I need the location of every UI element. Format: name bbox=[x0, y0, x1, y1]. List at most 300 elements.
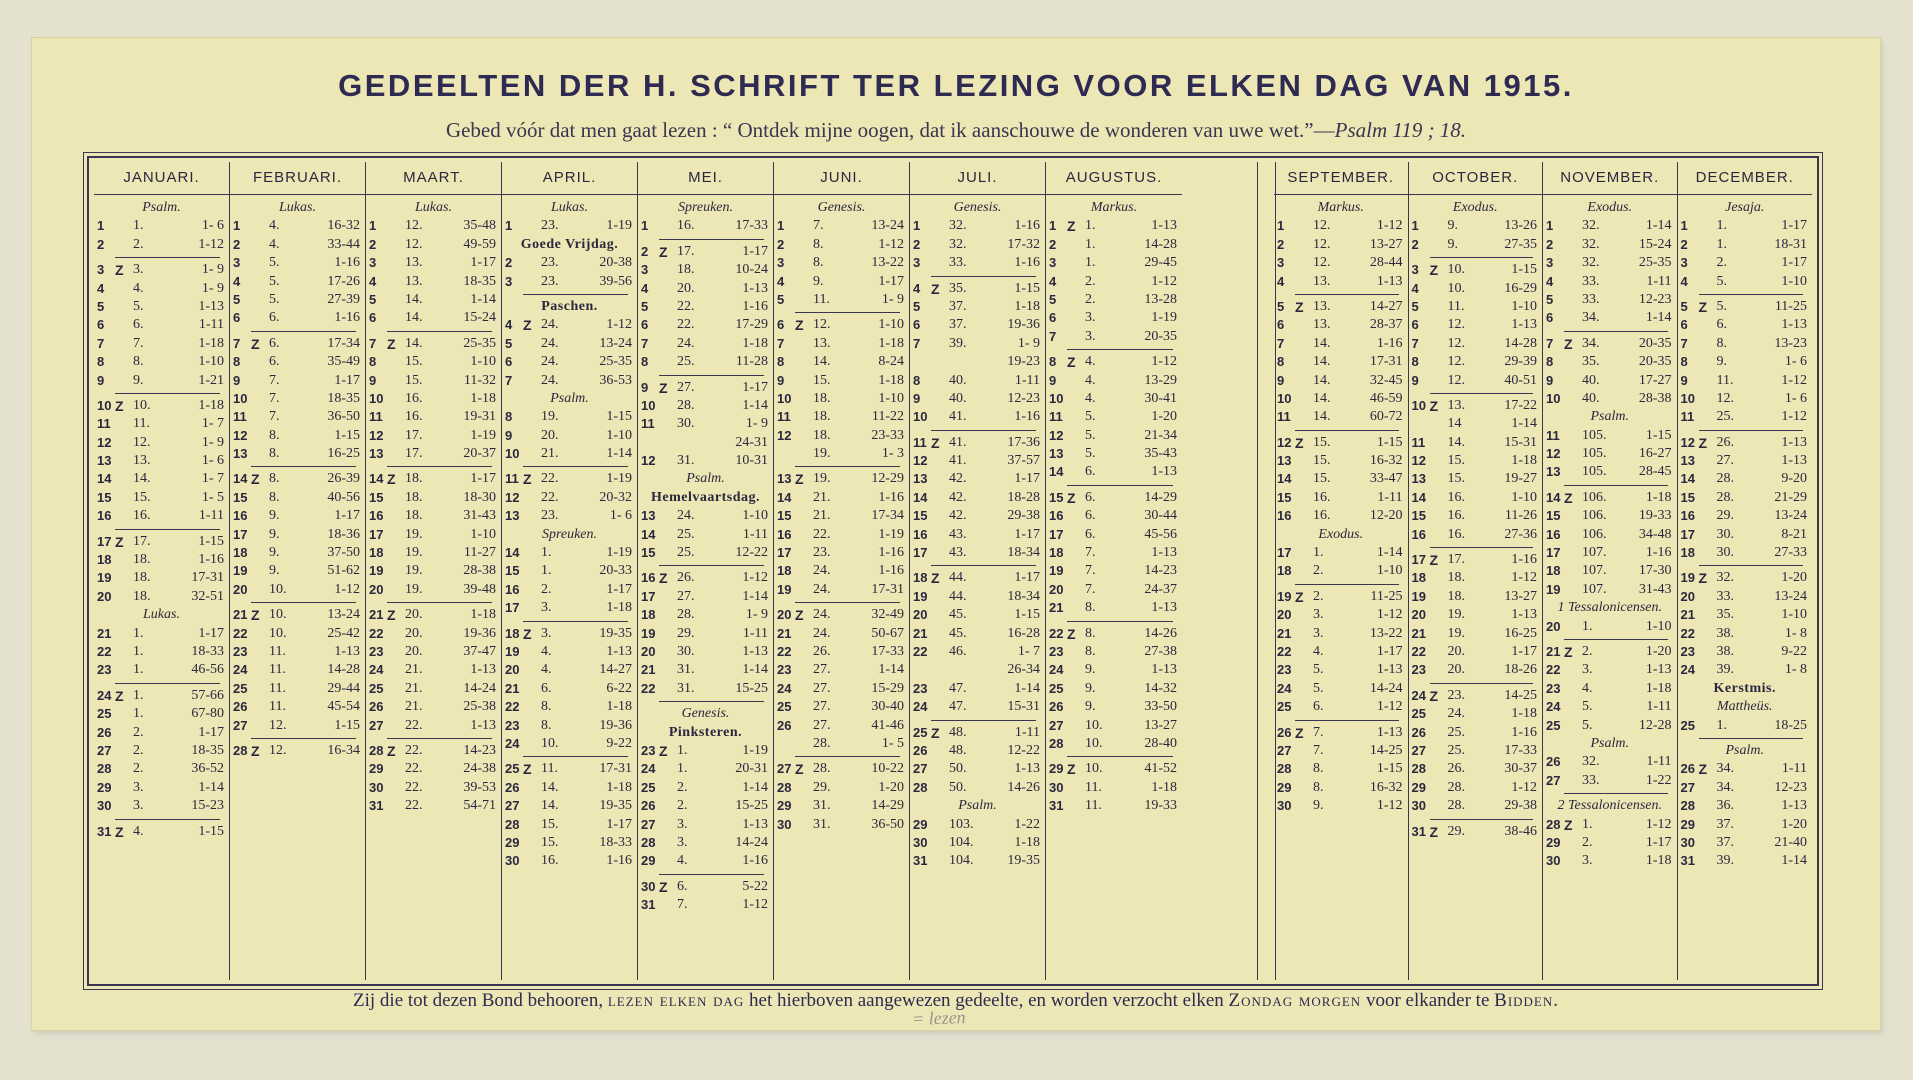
chapter-number: 15. bbox=[1313, 453, 1331, 469]
day-number: 25 bbox=[97, 706, 112, 722]
verse-range: 13-27 bbox=[1144, 717, 1177, 733]
reading-row bbox=[505, 273, 634, 291]
sunday-marker bbox=[659, 353, 677, 371]
chapter-number: 4. bbox=[269, 236, 280, 252]
verse-range: 1-12 bbox=[606, 317, 632, 333]
day-number: 24 bbox=[233, 662, 248, 678]
reading-row bbox=[1412, 760, 1540, 778]
chapter-number: 19. bbox=[813, 471, 831, 487]
reading-row bbox=[505, 680, 634, 698]
feast-day-label: Paschen. bbox=[541, 298, 598, 314]
day-number: 14 bbox=[1277, 471, 1292, 487]
day-number: 16 bbox=[1546, 526, 1561, 542]
week-separator bbox=[115, 257, 220, 258]
chapter-number: 17. bbox=[1447, 552, 1465, 568]
verse-range: 39-56 bbox=[599, 273, 632, 289]
footer-part: Zij die tot dezen Bond behooren, bbox=[353, 990, 608, 1011]
day-number: 7 bbox=[1277, 335, 1285, 351]
reading-row bbox=[1412, 372, 1540, 390]
reading-row bbox=[641, 434, 770, 452]
day-number bbox=[641, 434, 659, 452]
verse-range: 12-23 bbox=[1638, 291, 1672, 307]
chapter-number: 14. bbox=[1313, 354, 1331, 370]
verse-range: 1-18 bbox=[1014, 834, 1040, 850]
sunday-marker bbox=[1699, 797, 1717, 815]
chapter-number: 35. bbox=[1716, 607, 1734, 623]
chapter-number: 9. bbox=[813, 273, 824, 289]
sunday-marker: Z bbox=[1295, 434, 1304, 451]
verse-range: 35-49 bbox=[327, 354, 360, 370]
day-number: 18 bbox=[913, 570, 928, 586]
verse-range: 1-10 bbox=[470, 526, 496, 542]
day-number: 3 bbox=[1049, 255, 1057, 271]
page-title: GEDEELTEN DER H. SCHRIFT TER LEZING VOOR ELKEN DAG VAN 1915. bbox=[338, 68, 1574, 103]
day-number: 1 bbox=[913, 218, 921, 234]
reading-row bbox=[369, 779, 498, 797]
verse-range: 18-34 bbox=[1007, 545, 1040, 561]
chapter-number: 3. bbox=[1085, 328, 1096, 344]
day-number: 6 bbox=[97, 317, 105, 333]
chapter-number: 32. bbox=[1582, 218, 1600, 234]
day-number: 11 bbox=[777, 409, 791, 425]
chapter-number: 6. bbox=[541, 680, 552, 696]
chapter-number: 16. bbox=[1313, 508, 1331, 524]
chapter-number: 12. bbox=[1313, 255, 1331, 271]
chapter-number: 37. bbox=[949, 298, 967, 314]
chapter-number: 15. bbox=[541, 834, 559, 850]
book-heading: Psalm. bbox=[1725, 742, 1764, 758]
sunday-marker bbox=[1564, 236, 1582, 254]
sunday-marker bbox=[251, 717, 269, 735]
chapter-number: 22. bbox=[405, 779, 423, 795]
reading-row bbox=[1546, 335, 1674, 353]
sunday-marker bbox=[1699, 588, 1717, 606]
sunday-marker bbox=[387, 507, 405, 525]
sunday-marker bbox=[1564, 544, 1582, 562]
sunday-marker bbox=[251, 408, 269, 426]
reading-row bbox=[369, 661, 498, 679]
chapter-number: 11. bbox=[813, 291, 830, 307]
reading-row bbox=[1412, 606, 1540, 624]
reading-row bbox=[777, 335, 906, 353]
reading-row bbox=[369, 526, 498, 544]
chapter-number: 16. bbox=[133, 508, 151, 524]
sunday-marker bbox=[1430, 280, 1448, 298]
day-number: 18 bbox=[369, 545, 384, 561]
chapter-number: 15. bbox=[541, 816, 559, 832]
chapter-number: 1. bbox=[1085, 236, 1096, 252]
day-number: 21 bbox=[97, 625, 112, 641]
chapter-number: 20. bbox=[405, 607, 423, 623]
sunday-marker bbox=[115, 742, 133, 760]
sunday-marker bbox=[659, 797, 677, 815]
verse-range: 1-14 bbox=[198, 779, 224, 795]
day-number: 19 bbox=[1049, 563, 1064, 579]
reading-row bbox=[1049, 717, 1179, 735]
reading-row bbox=[233, 390, 362, 408]
chapter-number: 5. bbox=[1716, 273, 1727, 289]
sunday-marker bbox=[251, 254, 269, 272]
reading-row bbox=[1277, 470, 1405, 488]
chapter-number: 14. bbox=[1313, 335, 1331, 351]
sunday-marker: Z bbox=[1067, 761, 1076, 778]
reading-row bbox=[505, 661, 634, 679]
chapter-number: 12. bbox=[405, 218, 423, 234]
day-number: 2 bbox=[1411, 236, 1419, 252]
reading-row bbox=[913, 698, 1042, 716]
verse-range: 23-33 bbox=[871, 427, 904, 443]
chapter-number: 2. bbox=[1085, 291, 1096, 307]
day-number: 13 bbox=[641, 508, 656, 524]
chapter-number: 4. bbox=[677, 853, 688, 869]
reading-row bbox=[1412, 742, 1540, 760]
verse-range: 1-20 bbox=[1151, 409, 1177, 425]
chapter-number: 20. bbox=[1447, 662, 1465, 678]
chapter-number: 16. bbox=[405, 390, 423, 406]
reading-row bbox=[777, 507, 906, 525]
day-number: 15 bbox=[505, 563, 520, 579]
day-number: 8 bbox=[1546, 354, 1554, 370]
chapter-number: 3. bbox=[1582, 853, 1593, 869]
verse-range: 1-12 bbox=[1511, 570, 1537, 586]
chapter-number: 10. bbox=[269, 625, 287, 641]
chapter-number: 27. bbox=[813, 699, 831, 715]
chapter-number: 45. bbox=[949, 625, 967, 641]
chapter-number: 39. bbox=[1716, 853, 1734, 869]
verse-range: 1-14 bbox=[470, 291, 496, 307]
verse-range: 17-33 bbox=[1504, 742, 1537, 758]
chapter-number: 19. bbox=[405, 563, 423, 579]
sunday-marker bbox=[523, 599, 541, 617]
day-number: 5 bbox=[1680, 298, 1688, 314]
day-number: 5 bbox=[369, 291, 377, 307]
chapter-number: 41. bbox=[949, 453, 967, 469]
reading-row bbox=[913, 526, 1042, 544]
day-number: 3 bbox=[641, 262, 649, 278]
verse-range: 19-33 bbox=[1638, 508, 1672, 524]
sunday-marker bbox=[115, 280, 133, 298]
chapter-number: 37. bbox=[1716, 834, 1734, 850]
reading-row bbox=[1049, 661, 1179, 679]
day-number: 10 bbox=[1680, 390, 1695, 406]
sunday-marker bbox=[523, 834, 541, 852]
verse-range: 1-13 bbox=[1151, 218, 1177, 234]
day-number: 13 bbox=[913, 471, 928, 487]
reading-row bbox=[1277, 643, 1405, 661]
verse-range: 1-15 bbox=[198, 533, 224, 549]
verse-range: 1-13 bbox=[742, 643, 768, 659]
reading-row bbox=[505, 445, 634, 463]
reading-row bbox=[97, 335, 226, 353]
month-column bbox=[638, 162, 774, 980]
chapter-number: 25. bbox=[677, 526, 695, 542]
verse-range: 1-11 bbox=[1781, 761, 1807, 777]
reading-row bbox=[1412, 353, 1540, 371]
chapter-number: 29. bbox=[677, 625, 695, 641]
day-number: 3 bbox=[505, 273, 513, 289]
verse-range: 49-59 bbox=[463, 236, 496, 252]
chapter-number: 22. bbox=[813, 526, 831, 542]
sunday-marker: Z bbox=[387, 742, 396, 759]
verse-range: 18-35 bbox=[463, 273, 496, 289]
sunday-marker bbox=[115, 661, 133, 679]
chapter-number: 13. bbox=[1313, 298, 1331, 314]
verse-range: 1-10 bbox=[878, 317, 904, 333]
reading-row bbox=[777, 427, 906, 445]
verse-range: 1-17 bbox=[1645, 834, 1672, 850]
day-number: 18 bbox=[1277, 563, 1292, 579]
chapter-number: 24. bbox=[813, 581, 831, 597]
verse-range: 19-36 bbox=[463, 625, 496, 641]
day-number: 15 bbox=[1277, 489, 1292, 505]
verse-range: 17-31 bbox=[1369, 354, 1403, 370]
chapter-number: 3. bbox=[541, 625, 552, 641]
chapter-number: 24. bbox=[677, 335, 695, 351]
chapter-number: 5. bbox=[133, 298, 144, 314]
chapter-number: 17. bbox=[677, 243, 695, 259]
footer-part: het hierboven aangewezen gedeelte, en worden verzocht elken bbox=[744, 990, 1229, 1011]
reading-row bbox=[1546, 643, 1674, 661]
verse-range: 30-37 bbox=[1504, 761, 1537, 777]
chapter-number: 12. bbox=[1716, 390, 1734, 406]
day-number: 21 bbox=[777, 625, 792, 641]
day-number: 25 bbox=[1049, 680, 1064, 696]
day-number: 16 bbox=[1277, 508, 1292, 524]
sunday-marker bbox=[1067, 581, 1085, 599]
sunday-marker bbox=[931, 588, 949, 606]
sunday-marker: Z bbox=[251, 335, 260, 352]
sunday-marker: Z bbox=[523, 761, 532, 778]
sunday-marker bbox=[1067, 797, 1085, 815]
reading-row bbox=[777, 779, 906, 797]
sunday-marker bbox=[931, 470, 949, 488]
verse-range: 1-13 bbox=[1151, 464, 1177, 480]
chapter-number: 9. bbox=[133, 372, 144, 388]
reading-row bbox=[505, 779, 634, 797]
reading-row bbox=[369, 489, 498, 507]
sunday-marker: Z bbox=[795, 761, 804, 778]
reading-row bbox=[1049, 236, 1179, 254]
verse-range: 17-33 bbox=[871, 643, 904, 659]
sunday-marker bbox=[931, 217, 949, 235]
verse-range: 28-38 bbox=[463, 563, 496, 579]
day-number: 4 bbox=[777, 273, 785, 289]
reading-row bbox=[1681, 643, 1809, 661]
day-number: 22 bbox=[641, 680, 656, 696]
sunday-marker bbox=[387, 236, 405, 254]
day-number: 7 bbox=[777, 335, 785, 351]
sunday-marker bbox=[1564, 254, 1582, 272]
verse-range: 1-17 bbox=[470, 255, 496, 271]
verse-range: 1-17 bbox=[1781, 255, 1807, 271]
reading-row bbox=[1546, 661, 1674, 679]
reading-row bbox=[1049, 291, 1179, 309]
day-number: 9 bbox=[1277, 372, 1285, 388]
day-number: 2 bbox=[1546, 236, 1554, 252]
verse-range: 1-12 bbox=[334, 581, 360, 597]
day-number: 22 bbox=[505, 699, 520, 715]
chapter-number: 21. bbox=[405, 699, 423, 715]
chapter-number: 15. bbox=[813, 372, 831, 388]
reading-row bbox=[1412, 643, 1540, 661]
day-number: 6 bbox=[369, 310, 377, 326]
sunday-marker bbox=[387, 625, 405, 643]
reading-row bbox=[641, 280, 770, 298]
chapter-number: 4. bbox=[1582, 680, 1593, 696]
sunday-marker bbox=[1564, 562, 1582, 580]
chapter-number: 13. bbox=[1447, 397, 1465, 413]
day-number: 13 bbox=[1049, 446, 1064, 462]
week-separator bbox=[1564, 485, 1668, 486]
sunday-marker bbox=[1295, 390, 1313, 408]
day-number: 7 bbox=[97, 335, 105, 351]
chapter-number: 34. bbox=[1582, 310, 1600, 326]
verse-range: 28-40 bbox=[1144, 735, 1177, 751]
sunday-marker bbox=[1430, 606, 1448, 624]
reading-row bbox=[1546, 562, 1674, 580]
verse-range: 27-39 bbox=[327, 291, 360, 307]
chapter-number: 8. bbox=[1085, 625, 1096, 641]
chapter-number: 24. bbox=[541, 372, 559, 388]
reading-row bbox=[233, 717, 362, 735]
sunday-marker bbox=[115, 551, 133, 569]
chapter-number: 1. bbox=[1582, 618, 1593, 634]
week-separator bbox=[1699, 565, 1803, 566]
reading-row bbox=[1546, 353, 1674, 371]
verse-range: 25-42 bbox=[327, 625, 360, 641]
day-number: 9 bbox=[777, 372, 785, 388]
sunday-marker bbox=[1067, 544, 1085, 562]
chapter-number: 27. bbox=[1716, 453, 1734, 469]
chapter-number: 1. bbox=[133, 218, 144, 234]
verse-range: 1-13 bbox=[1151, 545, 1177, 561]
day-number: 26 bbox=[913, 742, 928, 758]
verse-range: 19-35 bbox=[599, 798, 632, 814]
sunday-marker bbox=[1067, 717, 1085, 735]
reading-row bbox=[913, 588, 1042, 606]
day-number: 21 bbox=[1277, 625, 1292, 641]
chapter-number: 25. bbox=[1716, 409, 1734, 425]
reading-row bbox=[369, 544, 498, 562]
week-separator bbox=[115, 393, 220, 394]
sunday-marker bbox=[931, 643, 949, 661]
chapter-number: 32. bbox=[1582, 236, 1600, 252]
sunday-marker bbox=[795, 408, 813, 426]
sunday-marker bbox=[659, 298, 677, 316]
book-heading: Spreuken. bbox=[677, 200, 734, 215]
chapter-number: 3. bbox=[133, 779, 144, 795]
reading-row bbox=[1681, 797, 1809, 815]
reading-row bbox=[913, 661, 1042, 679]
day-number: 11 bbox=[913, 434, 927, 450]
chapter-number: 6. bbox=[1085, 489, 1096, 505]
day-number: 15 bbox=[1680, 489, 1695, 505]
day-number: 19 bbox=[369, 563, 384, 579]
sunday-marker bbox=[795, 507, 813, 525]
sunday-marker bbox=[115, 236, 133, 254]
day-number: 12 bbox=[913, 453, 928, 469]
reading-row bbox=[1546, 236, 1674, 254]
week-separator bbox=[1564, 793, 1668, 794]
verse-range: 1-18 bbox=[1645, 853, 1672, 869]
day-number: 21 bbox=[913, 625, 928, 641]
sunday-marker bbox=[1067, 427, 1085, 445]
reading-row bbox=[641, 544, 770, 562]
sunday-marker bbox=[1067, 291, 1085, 309]
day-number: 8 bbox=[369, 354, 377, 370]
sunday-marker bbox=[523, 507, 541, 525]
verse-range: 15-24 bbox=[1638, 236, 1672, 252]
verse-range: 1-15 bbox=[1376, 434, 1403, 450]
sunday-marker bbox=[251, 544, 269, 562]
verse-range: 1-18 bbox=[1645, 680, 1672, 696]
verse-range: 39-48 bbox=[463, 581, 496, 597]
verse-range: 1-13 bbox=[1376, 724, 1403, 740]
chapter-number: 27. bbox=[813, 717, 831, 733]
reading-row bbox=[777, 760, 906, 778]
sunday-marker bbox=[387, 254, 405, 272]
verse-range: 37-50 bbox=[327, 545, 360, 561]
reading-row bbox=[913, 434, 1042, 452]
sunday-marker bbox=[1699, 353, 1717, 371]
sunday-marker bbox=[795, 562, 813, 580]
chapter-number: 41. bbox=[949, 409, 967, 425]
day-number: 5 bbox=[97, 298, 105, 314]
sunday-marker bbox=[1295, 217, 1313, 235]
reading-row bbox=[1049, 489, 1179, 507]
verse-range: 14-24 bbox=[1369, 680, 1403, 696]
verse-range: 1-14 bbox=[742, 662, 768, 678]
day-number: 20 bbox=[777, 607, 792, 623]
verse-range: 28-45 bbox=[1638, 464, 1672, 480]
month-column bbox=[1046, 162, 1182, 980]
reading-row bbox=[641, 606, 770, 624]
day-number: 23 bbox=[233, 643, 248, 659]
day-number: 14 bbox=[1680, 471, 1695, 487]
reading-row bbox=[505, 544, 634, 562]
verse-range: 37-57 bbox=[1007, 453, 1040, 469]
sunday-marker bbox=[115, 797, 133, 815]
verse-range: 32-51 bbox=[191, 588, 224, 604]
sunday-marker: Z bbox=[1698, 570, 1708, 587]
verse-range: 1- 6 bbox=[201, 218, 224, 234]
day-number: 4 bbox=[233, 273, 241, 289]
day-number: 26 bbox=[233, 699, 248, 715]
day-number: 30 bbox=[641, 878, 656, 894]
verse-range: 1-20 bbox=[1645, 643, 1672, 659]
sunday-marker: Z bbox=[1698, 434, 1708, 451]
day-number: 3 bbox=[369, 255, 377, 271]
sunday-marker: Z bbox=[1295, 298, 1304, 315]
chapter-number: 7. bbox=[813, 218, 824, 234]
sunday-marker: Z bbox=[523, 471, 532, 488]
verse-range: 30-41 bbox=[1144, 390, 1177, 406]
day-number: 29 bbox=[1411, 779, 1426, 795]
day-number: 5 bbox=[233, 291, 241, 307]
verse-range: 17-32 bbox=[1007, 236, 1040, 252]
sunday-marker: Z bbox=[795, 317, 804, 334]
day-number: 5 bbox=[913, 298, 921, 314]
sunday-marker bbox=[1699, 452, 1717, 470]
sunday-marker bbox=[1564, 390, 1582, 408]
reading-row bbox=[1049, 797, 1179, 815]
chapter-number: 24. bbox=[813, 625, 831, 641]
chapter-number: 3. bbox=[1085, 310, 1096, 326]
day-number: 6 bbox=[913, 317, 921, 333]
verse-range: 13-24 bbox=[871, 218, 904, 234]
sunday-marker bbox=[659, 217, 677, 235]
verse-range: 1-19 bbox=[878, 526, 904, 542]
